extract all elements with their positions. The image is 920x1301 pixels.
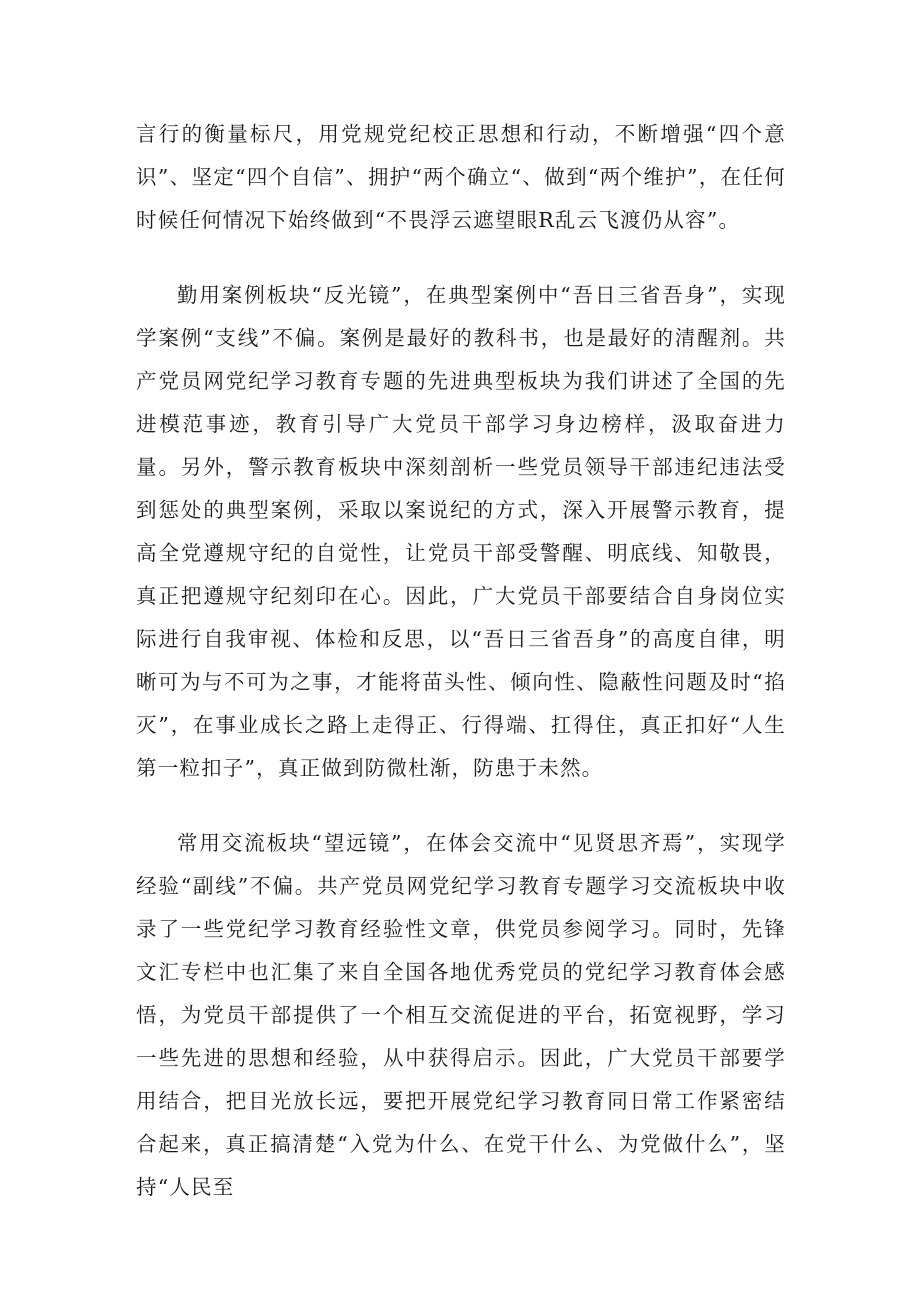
paragraph-1: 言行的衡量标尺，用党规党纪校正思想和行动，不断增强“四个意识”、坚定“四个自信”、拥护“两个确立“、做到“两个维护”，在任何时候任何情况下始终做到“不畏浮云遮望眼R乱云飞渡仍从容”。: [136, 122, 786, 232]
document-body: [136, 113, 786, 1241]
paragraph-3: 常用交流板块“望远镜”，在体会交流中“见贤思齐焉”，实现学经验“副线”不偏。共产党员网党纪学习教育专题学习交流板块中收录了一些党纪学习教育经验性文章，供党员参阅学习。同时，先锋文汇专栏中也汇集了来自全国各地优秀党员的党纪学习教育体会感悟，为党员干部提供了一个相互交流促进的平台，拓宽视野，学习一些先进的思想和经验，从中获得启示。因此，广大党员干部要学用结合，把目光放长远，要把开展党纪学习教育同日常工作紧密结合起来，真正搞清楚“入党为什么、在党干什么、为党做什么”，坚持“人民至: [136, 831, 786, 1199]
paragraph-2: 勤用案例板块“反光镜”，在典型案例中“吾日三省吾身”，实现学案例“支线”不偏。案例是最好的教科书，也是最好的清醒剂。共产党员网党纪学习教育专题的先进典型板块为我们讲述了全国的先进模范事迹，教育引导广大党员干部学习身边榜样，汲取奋进力量。另外，警示教育板块中深刻剖析一些党员领导干部违纪违法受到惩处的典型案例，采取以案说纪的方式，深入开展警示教育，提高全党遵规守纪的自觉性，让党员干部受警醒、明底线、知敬畏，真正把遵规守纪刻印在心。因此，广大党员干部要结合自身岗位实际进行自我审视、体检和反思，以“吾日三省吾身”的高度自律，明晰可为与不可为之事，才能将苗头性、倾向性、隐蔽性问题及时“掐灭”，在事业成长之路上走得正、行得端、扛得住，真正扣好“人生第一粒扣子”，真正做到防微杜渐，防患于未然。: [136, 283, 786, 780]
